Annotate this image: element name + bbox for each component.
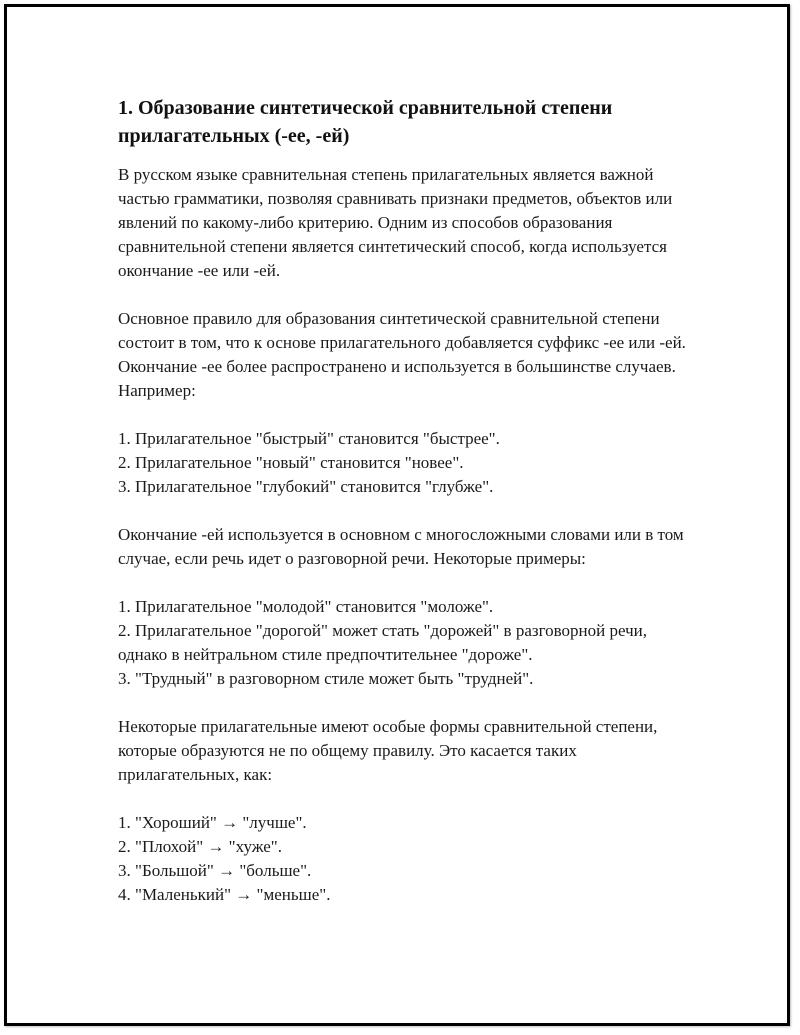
list-item: 1. "Хороший" → "лучше". xyxy=(118,813,307,832)
list-item: 1. Прилагательное "молодой" становится "моложе". xyxy=(118,597,494,616)
paragraph-gap xyxy=(118,283,698,307)
list-ey-examples xyxy=(118,595,698,691)
list-item: 2. Прилагательное "дорогой" может стать "дорожей" в разговорной речи, однако в нейтральном стиле предпочтительнее "дороже". xyxy=(118,621,648,664)
list-special-forms xyxy=(118,811,698,907)
list-item: 3. "Трудный" в разговорном стиле может быть "трудней". xyxy=(118,669,534,688)
paragraph-special: Некоторые прилагательные имеют особые формы сравнительной степени, которые образуются не по общему правилу. Это касается таких прилагательных, как: xyxy=(118,717,658,784)
document-content xyxy=(118,94,698,907)
section-title: 1. Образование синтетической сравнительной степени прилагательных (-ее, -ей) xyxy=(118,97,613,147)
list-item: 3. "Большой" → "больше". xyxy=(118,861,312,880)
paragraph-gap xyxy=(118,571,698,595)
list-item: 2. Прилагательное "новый" становится "новее". xyxy=(118,453,464,472)
list-item: 2. "Плохой" → "хуже". xyxy=(118,837,282,856)
paragraph-gap xyxy=(118,499,698,523)
list-ee-examples xyxy=(118,427,698,499)
paragraph-intro: В русском языке сравнительная степень прилагательных является важной частью грамматики, позволяя сравнивать признаки предметов, объектов или явлений по какому-либо критерию. Одним из способов образования сравнительной степени является синтетический способ, когда используется окончание -ее или -ей. xyxy=(118,165,673,280)
list-item: 3. Прилагательное "глубокий" становится "глубже". xyxy=(118,477,494,496)
paragraph-gap xyxy=(118,691,698,715)
paragraph-gap xyxy=(118,403,698,427)
paragraph-gap xyxy=(118,787,698,811)
paragraph-rule: Основное правило для образования синтетической сравнительной степени состоит в том, что к основе прилагательного добавляется суффикс -ее или -ей. Окончание -ее более распространено и используется в большинстве случаев. Например: xyxy=(118,309,686,400)
list-item: 4. "Маленький" → "меньше". xyxy=(118,885,331,904)
paragraph-ending-ey: Окончание -ей используется в основном с многосложными словами или в том случае, если речь идет о разговорной речи. Некоторые примеры: xyxy=(118,525,684,568)
list-item: 1. Прилагательное "быстрый" становится "быстрее". xyxy=(118,429,500,448)
